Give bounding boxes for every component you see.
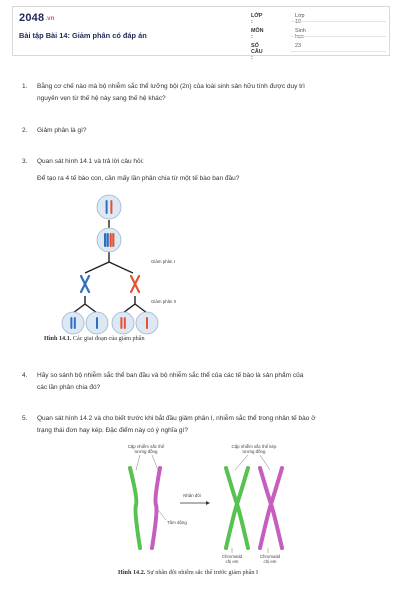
label-homolog-line1: Cặp nhiễm sắc thể <box>127 444 165 449</box>
chromosome-purple-doubled <box>260 468 282 548</box>
figure-chromosome-replication <box>108 440 308 568</box>
label-replication: Nhân đôi <box>183 493 201 498</box>
daughter-cell-2 <box>86 312 108 334</box>
label-homolog-line2: tương đồng <box>134 449 158 454</box>
document-header: 2048.vn Bài tập Bài 14: Giảm phân có đáp án LỚP : Lớp 10 MÔN : Sinh học SỐ CÂU : 23 <box>12 6 390 56</box>
label-chromatid-2-line2: chị em <box>263 559 277 564</box>
page-title: Bài tập Bài 14: Giảm phân có đáp án <box>19 31 147 40</box>
label-meiosis-2: Giảm phân II <box>151 299 177 304</box>
daughter-cell-3 <box>112 312 134 334</box>
chromatid-pointers <box>232 548 268 553</box>
cell-initial <box>97 195 121 219</box>
site-logo[interactable]: 2048.vn <box>19 12 55 24</box>
label-chromatid-1-line2: chị em <box>225 559 239 564</box>
cell-replicated <box>97 228 121 252</box>
figure-meiosis-stages <box>55 186 235 336</box>
chromosome-purple-single <box>152 468 160 548</box>
chromosome-blue-x <box>81 276 89 292</box>
label-chromatid-1-line1: Chromatid <box>221 554 243 559</box>
daughter-cell-1 <box>62 312 84 334</box>
figure-1-caption: Hình 14.1. Các giai đoạn của giảm phân <box>44 335 145 342</box>
label-centromere: Tâm động <box>167 520 187 525</box>
chromosome-green-doubled <box>226 468 248 548</box>
chromosome-red-x <box>131 276 139 292</box>
label-chromatid-2-line1: Chromatid <box>259 554 281 559</box>
label-meiosis-1: Giảm phân I <box>151 259 175 264</box>
question-3-sub: Để tạo ra 4 tế bào con, cần mấy lần phân chia từ một tế bào ban đầu? <box>37 175 240 182</box>
daughter-cell-4 <box>136 312 158 334</box>
figure-2-caption: Hình 14.2. Sự nhân đôi nhiễm sắc thể trước giảm phân I <box>118 569 259 576</box>
label-doubled-line1: Cặp nhiễm sắc thể kép <box>231 444 277 449</box>
chromosome-green-single <box>130 468 140 548</box>
label-doubled-line2: tương đồng <box>242 449 266 454</box>
